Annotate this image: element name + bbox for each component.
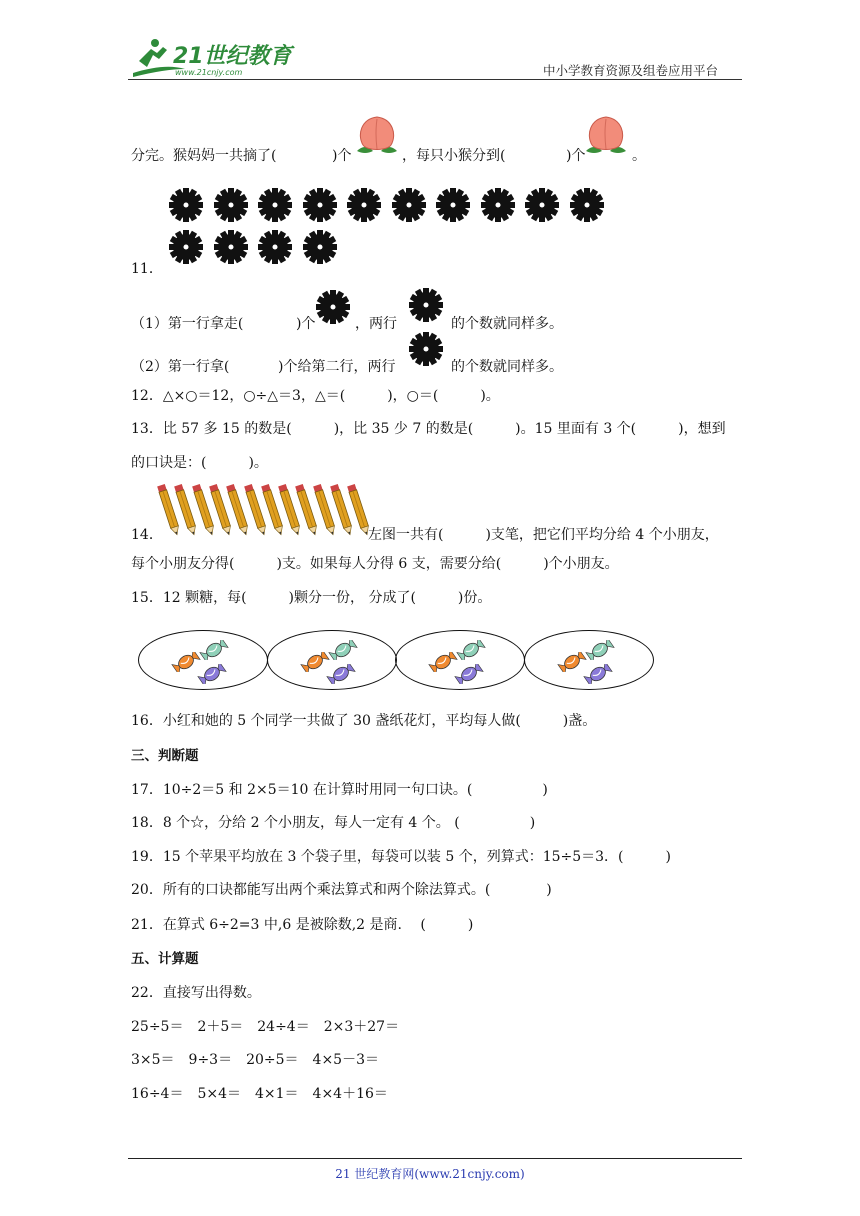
gear-icon (257, 187, 293, 223)
q19: 19．15 个苹果平均放在 3 个袋子里，每袋可以装 5 个，列算式：15÷5＝3．( ) (131, 849, 671, 865)
gear-icon (524, 187, 560, 223)
gear-icon (302, 187, 338, 223)
q16: 16．小红和她的 5 个同学一共做了 30 盏纸花灯，平均每人做( )盏。 (131, 713, 597, 729)
q10-text-4: )个 (566, 148, 586, 164)
q11-sub2-text-a: （2）第一行拿( (131, 359, 230, 375)
gear-icon (408, 287, 444, 323)
q12: 12．△×○＝12，○÷△＝3，△＝( )，○＝( )。 (131, 388, 500, 404)
gear-icon (315, 289, 351, 325)
q11-sub2-text-b: )个给第二行，两行 (278, 359, 396, 375)
q14-text-1: 左图一共有( )支笔，把它们平均分给 4 个小朋友， (368, 527, 719, 543)
q11-sub1-text-a: （1）第一行拿走( (131, 316, 244, 332)
gear-icon (213, 187, 249, 223)
q11-sub1-text-b: )个 (296, 316, 316, 332)
q11-sub1-text-d: 的个数就同样多。 (451, 316, 563, 332)
q11-sub1-text-c: ，两行 (355, 316, 397, 332)
q13-line-1: 13．比 57 多 15 的数是( )，比 35 少 7 的数是( )。15 里面有 3 个( )，想到 (131, 421, 726, 437)
q17: 17．10÷2＝5 和 2×5＝10 在计算时用同一句口诀。( ) (131, 782, 548, 798)
peach-icon (351, 113, 403, 159)
q22: 22．直接写出得数。 (131, 985, 261, 1001)
candy-icon (583, 664, 613, 688)
q11-number: 11． (131, 261, 163, 277)
q10-text-3: ，每只小猴分到( (402, 148, 506, 164)
peach-icon (580, 113, 632, 159)
q13-line-2: 的口诀是：( )。 (131, 455, 268, 471)
footer-text: 21 世纪教育网(www.21cnjy.com) (335, 1167, 525, 1181)
gear-icon (168, 229, 204, 265)
q10-text-5: 。 (632, 148, 646, 164)
candy-icon (456, 640, 486, 664)
candy-icon (199, 640, 229, 664)
candy-icon (197, 664, 227, 688)
logo-url: www.21cnjy.com (175, 68, 243, 77)
candy-icon (328, 640, 358, 664)
q14-number: 14． (131, 527, 163, 543)
candy-icon (326, 664, 356, 688)
platform-name: 中小学教育资源及组卷应用平台 (543, 63, 719, 78)
calc-row: 25÷5＝ 2＋5＝ 24÷4＝ 2×3＋27＝ (131, 1019, 400, 1035)
candy-icon (454, 664, 484, 688)
gear-icon (168, 187, 204, 223)
gear-icon (346, 187, 382, 223)
gear-icon (391, 187, 427, 223)
gear-icon (435, 187, 471, 223)
calc-row: 3×5＝ 9÷3＝ 20÷5＝ 4×5－3＝ (131, 1052, 379, 1068)
q21: 21．在算式 6÷2=3 中,6 是被除数,2 是商. ( ) (131, 917, 474, 933)
q11-sub2-text-c: 的个数就同样多。 (451, 359, 563, 375)
footer-divider (128, 1158, 742, 1159)
gear-icon (408, 331, 444, 367)
q10-text-2: )个 (332, 148, 352, 164)
section-title-judge: 三、判断题 (131, 748, 199, 764)
candy-icon (585, 640, 615, 664)
site-logo (125, 33, 295, 83)
q14-text-2: 每个小朋友分得( )支。如果每人分得 6 支，需要分给( )个小朋友。 (131, 556, 619, 572)
q18: 18．8 个☆，分给 2 个小朋友，每人一定有 4 个。 ( ) (131, 815, 536, 831)
q15: 15．12 颗糖，每( )颗分一份， 分成了( )份。 (131, 590, 492, 606)
gear-icon (569, 187, 605, 223)
calc-row: 16÷4＝ 5×4＝ 4×1＝ 4×4＋16＝ (131, 1086, 388, 1102)
q20: 20．所有的口诀都能写出两个乘法算式和两个除法算式。( ) (131, 882, 552, 898)
logo-text: 21世纪教育 (173, 44, 292, 69)
section-title-calc: 五、计算题 (131, 951, 199, 967)
gear-icon (302, 229, 338, 265)
gear-icon (257, 229, 293, 265)
gear-icon (213, 229, 249, 265)
gear-icon (480, 187, 516, 223)
q10-text-1: 分完。猴妈妈一共摘了( (131, 148, 277, 164)
header-divider (128, 79, 742, 80)
